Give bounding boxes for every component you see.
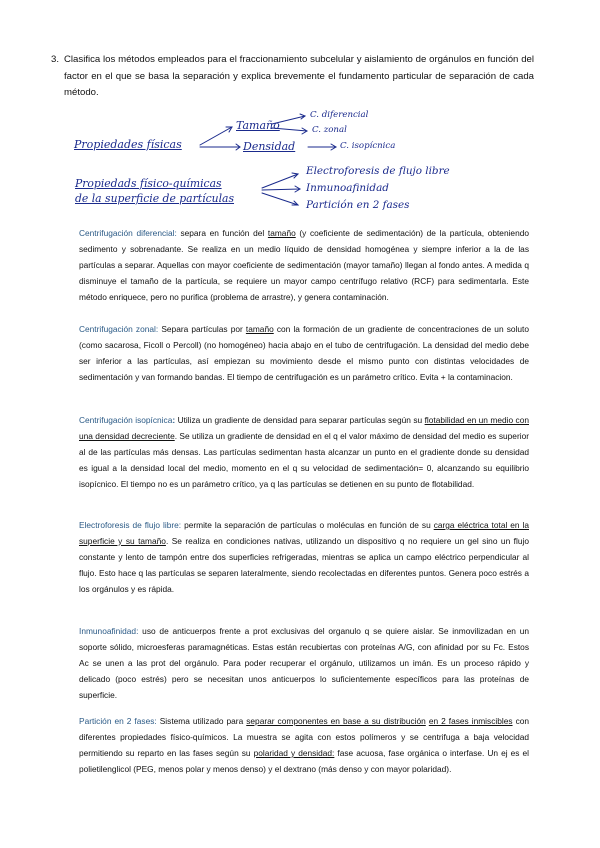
section-underlined-text: polaridad y densidad: bbox=[253, 747, 335, 758]
diagram-leaf-electroforesis: Electroforesis de flujo libre bbox=[306, 165, 450, 177]
section-text: uso de anticuerpos frente a prot exclusivas del organulo q se quiere aislar. Se inmovilizadan en un soporte sólido, microesferas paramagnéticas. Estas están recubiertas con proteínas A/G, con afinidad por su Fc. Estos Ac se unen a las prot del orgánulo. Para poder recuperar el orgánulo, utilizamos un imán. Es un proceso rápido y delicado (poco estrés) pero se necesitan unos anticuerpos lo suficientemente específicos para las proteínas de superficie. bbox=[79, 626, 529, 700]
section-text: con la formación de un gradiente de concentraciones de un soluto (como sacarosa, Ficoll o Percoll) (no homogéneo) hacia abajo en el tubo de centrifugación. La densidad del medio debe ser inferior a las partículas, así empiezan su movimiento desde el mismo punto con distintas velocidades de sedimentación y van formando bandas. El tiempo de centrifugación es un parámetro crítico. Evita + la contaminacion. bbox=[79, 324, 529, 382]
section-text: separa en función del bbox=[176, 228, 268, 238]
section-text: . Se utiliza un gradiente de densidad en el q el valor máximo de densidad del medio es superior al de las partículas más densas. Las partículas sedimentan hasta alcanzar un punto en el gradiente donde su densidad es igual a la densidad local del medio, momento en el q su velocidad de sedimentación= 0, alcanzando su equilibrio isopícnico. El tiempo no es un parámetro crítico, ya q las partículas se detienen en su punto de flotabilidad. bbox=[79, 430, 529, 489]
section-term-separator: : bbox=[174, 228, 177, 238]
section-term-separator: : bbox=[172, 415, 176, 425]
section-centrifugacion-isopicnica bbox=[79, 413, 529, 493]
section-text: Sistema utilizado para bbox=[156, 716, 247, 726]
section-text: fase acuosa, fase orgánica o interfase. Un ej es el polietilenglicol (PEG, menos polar y menos denso) y el dextrano (más denso y con mayor polaridad). bbox=[79, 747, 529, 774]
diagram-leaf-c-diferencial: C. diferencial bbox=[310, 110, 369, 120]
section-electroforesis bbox=[79, 518, 529, 598]
section-underlined-text: tamaño bbox=[267, 228, 296, 238]
section-text: Utiliza un gradiente de densidad para separar partículas según su bbox=[175, 415, 425, 425]
section-inmunoafinidad bbox=[79, 624, 529, 704]
section-text: permite la separación de partículas o moléculas en función de su bbox=[181, 520, 434, 530]
section-underlined-text: flotabilidad en un medio con una densidad decreciente bbox=[79, 415, 529, 441]
diagram-node-densidad: Densidad bbox=[243, 140, 296, 153]
diagram-leaf-c-isopicnica: C. isopícnica bbox=[340, 141, 396, 151]
section-term-separator: : bbox=[178, 520, 182, 530]
diagram-node-tamano: Tamaño bbox=[236, 119, 280, 132]
section-centrifugacion-diferencial bbox=[79, 226, 529, 306]
section-underlined-text: en 2 fases inmiscibles bbox=[428, 716, 513, 726]
section-term: Partición en 2 fases bbox=[79, 716, 155, 726]
section-centrifugacion-zonal bbox=[79, 322, 529, 386]
diagram-root-physicochemical-line2: de la superficie de partículas bbox=[75, 192, 235, 205]
section-term: Centrifugación zonal bbox=[79, 324, 156, 334]
section-term: Centrifugación isopícnica bbox=[79, 415, 173, 425]
section-term: Centrifugación diferencial bbox=[79, 228, 175, 238]
section-text: . Se realiza en condiciones nativas, utilizando un dispositivo q no requiere un gel sino un flujo constante y lento de tampón entre dos superficies refrigeradas, mientras se aplica un campo eléctrico perpendicular al flujo. Esto hace q las partículas se separen lateralmente, siendo recolectadas en diferentes puntos. Genera poco estrés a los orgánulos y es rápida. bbox=[79, 535, 529, 594]
diagram-leaf-inmunoafinidad: Inmunoafinidad bbox=[306, 182, 389, 194]
section-term-separator: : bbox=[154, 716, 157, 726]
section-text: Separa partículas por bbox=[158, 324, 246, 334]
section-underlined-text: tamaño bbox=[245, 324, 274, 334]
diagram-root-physical: Propiedades físicas bbox=[74, 138, 182, 151]
question-text: Clasifica los métodos empleados para el fraccionamiento subcelular y aislamiento de orgánulos en función del factor en el que se basa la separación y explica brevemente el fundamento particular de separación de cada método. bbox=[64, 54, 534, 98]
section-term-separator: : bbox=[136, 626, 139, 636]
section-text: (y coeficiente de sedimentación) de la partícula, obteniendo sedimento y sobrenadante. Se realiza en un medio líquido de densidad homogénea y siempre inferior a la de las partículas a separar. Aquellas con mayor coeficiente de sedimentación (mayor tamaño) llegan al fondo antes. A medida q disminuye el tamaño de la partícula, se requiere un mayor campo centrífugo relativo (RCF) para sedimentarla. Este método enriquece, pero no purifica (problema de arrastre), y genera contaminación. bbox=[79, 228, 529, 302]
diagram-root-physicochemical-line1: Propiedads físico-químicas bbox=[75, 177, 222, 190]
section-underlined-text: carga eléctrica total en la superficie y su tamaño bbox=[79, 520, 530, 546]
section-term-separator: : bbox=[155, 324, 159, 334]
section-underlined-text: separar componentes en base a su distribución bbox=[246, 716, 426, 726]
diagram-leaf-c-zonal: C. zonal bbox=[312, 125, 347, 135]
section-term: Inmunoafinidad bbox=[79, 626, 137, 636]
diagram-leaf-particion: Partición en 2 fases bbox=[306, 199, 410, 211]
question-number: 3. bbox=[51, 54, 60, 65]
section-particion-2-fases bbox=[79, 714, 529, 778]
section-term: Electroforesis de flujo libre bbox=[79, 520, 179, 530]
section-text: con diferentes propiedades físico-químicos. La muestra se agita con estos polímeros y se centrifuga a baja velocidad permitiendo su reparto en las fases según su bbox=[79, 716, 530, 758]
